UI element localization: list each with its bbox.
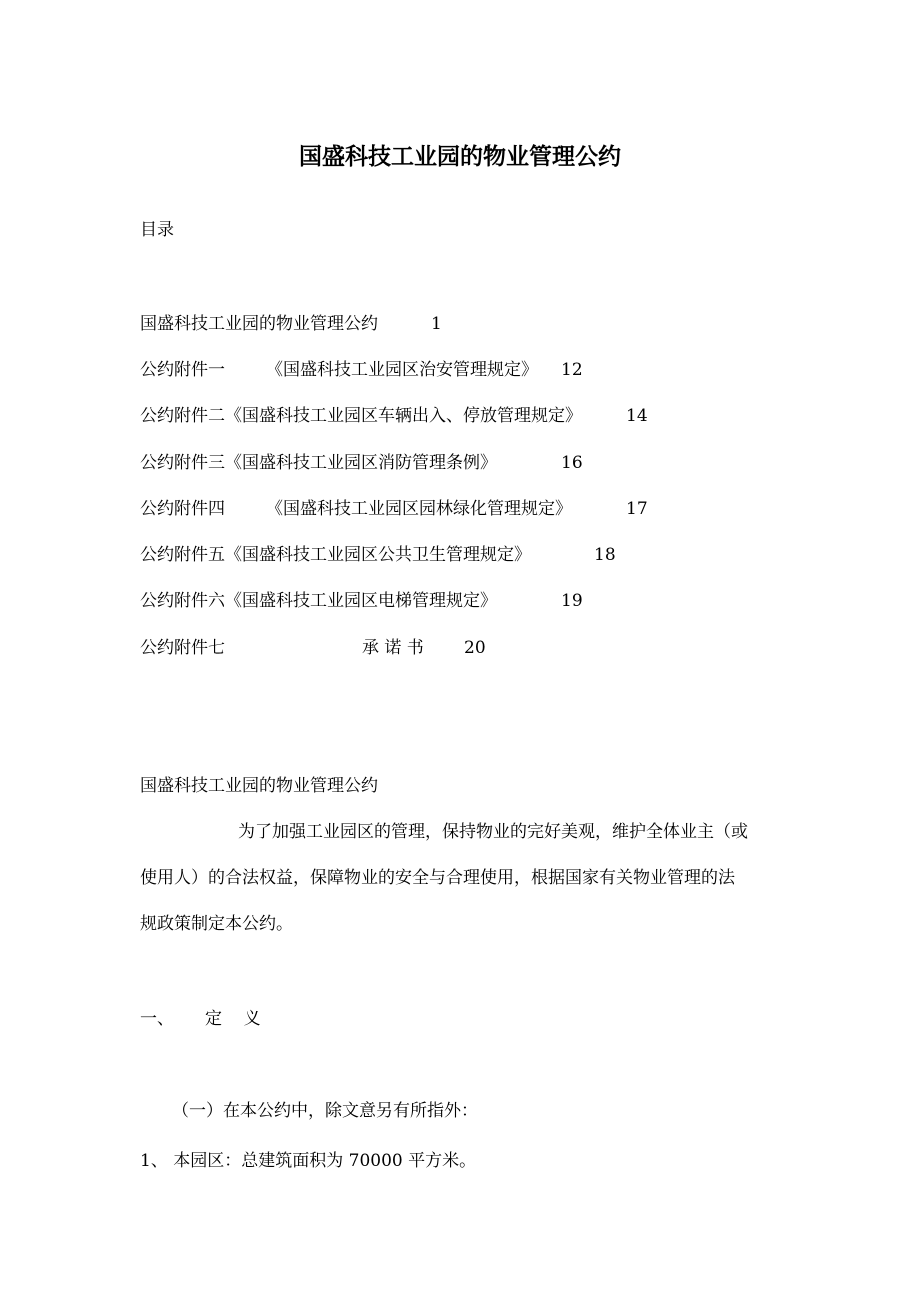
section-title: 定 义: [205, 1009, 261, 1029]
toc-entry-text: 《国盛科技工业园区园林绿化管理规定》: [266, 499, 572, 519]
section-number: 一、: [140, 1009, 174, 1029]
toc-entry-page: 19: [561, 591, 583, 611]
toc-entry-page: 1: [431, 314, 442, 334]
paragraph-line: 使用人）的合法权益，保障物业的安全与合理使用，根据国家有关物业管理的法: [140, 868, 735, 888]
toc-heading: 目录: [140, 220, 174, 240]
toc-entry-prefix: 公约附件一: [140, 360, 225, 380]
toc-entry-text: 承 诺 书: [362, 638, 424, 658]
toc-entry-page: 14: [626, 406, 648, 426]
toc-entry-page: 18: [594, 545, 616, 565]
body-heading: 国盛科技工业园的物业管理公约: [140, 776, 378, 796]
document-title: 国盛科技工业园的物业管理公约: [299, 143, 621, 170]
toc-entry-page: 12: [561, 360, 583, 380]
toc-entry-page: 17: [626, 499, 648, 519]
toc-entry-page: 16: [561, 453, 583, 473]
clause-intro: （一）在本公约中，除文意另有所指外：: [172, 1101, 478, 1121]
toc-entry-text: 公约附件二《国盛科技工业园区车辆出入、停放管理规定》: [140, 406, 582, 426]
toc-entry-text: 《国盛科技工业园区治安管理规定》: [266, 360, 538, 380]
paragraph-line: 规政策制定本公约。: [140, 914, 293, 934]
toc-entry-page: 20: [464, 638, 486, 658]
paragraph-line: 为了加强工业园区的管理，保持物业的完好美观，维护全体业主（或: [238, 822, 748, 842]
toc-entry-text: 公约附件六《国盛科技工业园区电梯管理规定》: [140, 591, 497, 611]
definition-item: 1、 本园区：总建筑面积为 70000 平方米。: [140, 1151, 477, 1171]
toc-entry-text: 国盛科技工业园的物业管理公约: [140, 314, 378, 334]
toc-entry-text: 公约附件五《国盛科技工业园区公共卫生管理规定》: [140, 545, 531, 565]
toc-entry-prefix: 公约附件七: [140, 638, 225, 658]
toc-entry-prefix: 公约附件四: [140, 499, 225, 519]
toc-entry-text: 公约附件三《国盛科技工业园区消防管理条例》: [140, 453, 497, 473]
